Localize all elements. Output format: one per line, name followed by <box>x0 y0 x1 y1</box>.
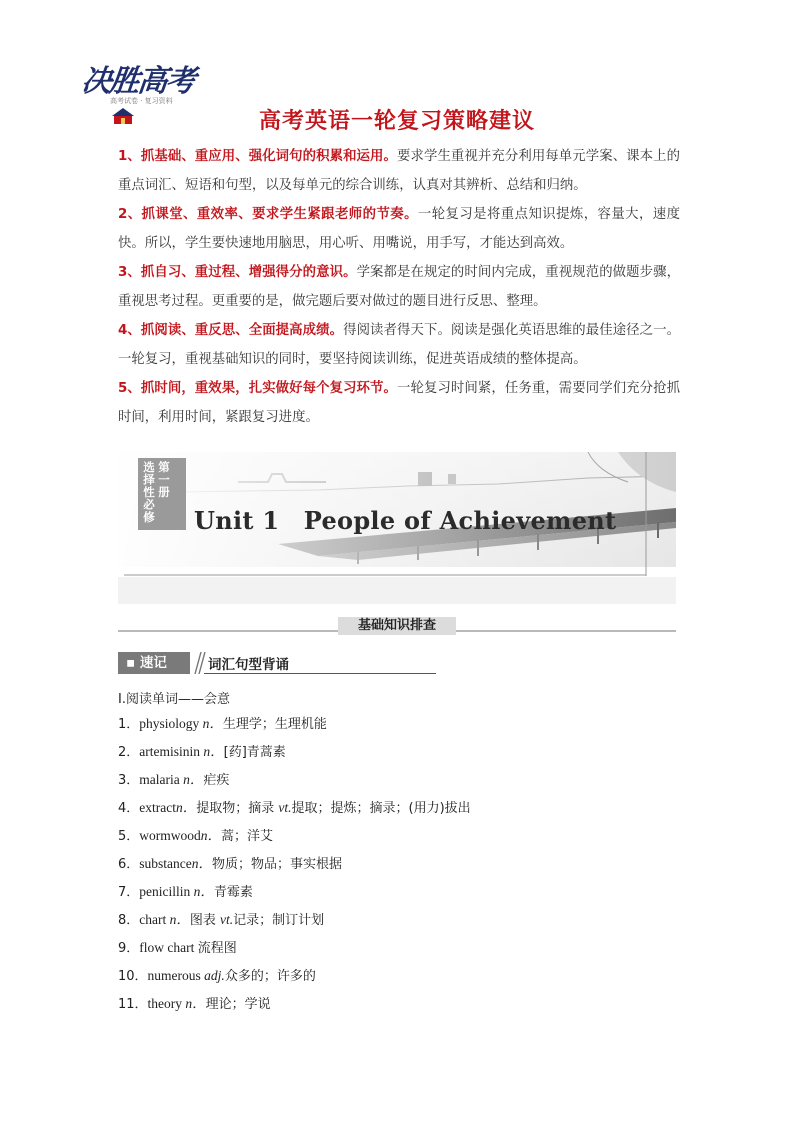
vocab-item <box>118 738 678 766</box>
strategy-highlight: 4、抓阅读、重反思、全面提高成绩。 <box>118 323 344 338</box>
logo-tagline: 高考试卷 · 复习资料 <box>110 97 173 105</box>
vocab-pos: n． <box>179 772 204 787</box>
quick-memo-tag <box>118 652 436 674</box>
vocab-pos: n． <box>191 856 213 871</box>
vocab-meaning: 疟疾 <box>203 773 230 788</box>
vocab-item <box>118 990 678 1018</box>
vocab-item <box>118 794 678 822</box>
vocab-word: physiology <box>139 716 200 731</box>
vocab-word: artemisinin <box>139 744 201 759</box>
vocab-number: 6． <box>118 857 140 872</box>
strategy-highlight: 1、抓基础、重应用、强化词句的积累和运用。 <box>118 149 398 164</box>
vocab-item <box>118 906 678 934</box>
vocab-pos: n． <box>199 716 223 731</box>
vocab-word: flow chart <box>139 940 195 955</box>
strategy-item <box>118 142 680 200</box>
vocab-meaning: 蒿；洋艾 <box>221 829 274 844</box>
vocab-number: 8． <box>118 913 140 928</box>
vocab-item <box>118 962 678 990</box>
vocab-meaning: 青霉素 <box>213 885 253 900</box>
vocab-pos-secondary: vt. <box>278 800 292 815</box>
vocab-meaning: [药]青蒿素 <box>223 745 286 760</box>
vocab-item <box>118 710 678 738</box>
strategy-text: 得阅读者得天下。阅读是强化英语思维的最佳途径之一。一轮复习，重视基础知识的同时，要坚持阅读训练，促进英语成绩的整体提高。 <box>118 323 680 367</box>
vocab-pos: n． <box>200 744 224 759</box>
vocab-pos-secondary: vt. <box>220 912 234 927</box>
vocab-number: 2． <box>118 745 140 760</box>
quick-memo-subtitle: 词汇句型背诵 <box>208 657 289 673</box>
strategy-list <box>118 142 680 432</box>
vocab-meaning: 物质；物品；事实根据 <box>212 857 343 872</box>
strategy-item <box>118 200 680 258</box>
unit-title: Unit 1 People of Achievement <box>194 506 617 535</box>
vocab-section <box>118 690 678 1018</box>
section-heading-label: 基础知识排查 <box>338 617 456 635</box>
vocab-meaning: 众多的；许多的 <box>224 969 316 984</box>
vocab-meaning: 流程图 <box>197 941 237 956</box>
vocab-heading: Ⅰ.阅读单词——会意 <box>118 692 230 707</box>
vocab-pos: n． <box>176 800 197 815</box>
vocab-word: malaria <box>139 772 180 787</box>
vocab-item <box>118 878 678 906</box>
unit-banner <box>118 452 676 604</box>
vocab-word: extract <box>139 800 177 815</box>
slash-divider-icon <box>192 652 206 674</box>
vocab-item <box>118 850 678 878</box>
strategy-text: 一轮复习时间紧，任务重，需要同学们充分抢抓时间，利用时间，紧跟复习进度。 <box>118 381 681 425</box>
vocab-pos: n． <box>190 884 214 899</box>
vocab-meaning: 提取物；摘录 <box>196 801 279 816</box>
vocab-number: 9． <box>118 941 140 956</box>
quick-memo-label: ▪ 速记 <box>118 652 190 674</box>
vocab-number: 11． <box>118 997 148 1012</box>
vocab-item <box>118 934 678 962</box>
vocab-meaning-secondary: 记录；制订计划 <box>233 913 325 928</box>
volume-series-label: 选择性必修 <box>142 461 156 524</box>
vocab-word: substance <box>139 856 192 871</box>
vocab-item <box>118 822 678 850</box>
vocab-word: theory <box>147 996 183 1011</box>
strategy-highlight: 3、抓自习、重过程、增强得分的意识。 <box>118 265 357 280</box>
strategy-text: 学案都是在规定的时间内完成，重视规范的做题步骤，重视思考过程。更重要的是，做完题后要对做过的题目进行反思、整理。 <box>118 265 680 309</box>
vocab-word: chart <box>139 912 167 927</box>
strategy-text: 要求学生重视并充分利用每单元学案、课本上的重点词汇、短语和句型，以及每单元的综合训练，认真对其辨析、总结和归纳。 <box>118 149 681 193</box>
textbook-volume-tag <box>138 458 186 530</box>
vocab-word: numerous <box>147 968 201 983</box>
vocab-item <box>118 766 678 794</box>
section-heading <box>118 617 676 637</box>
strategy-item <box>118 374 680 432</box>
vocab-number: 5． <box>118 829 140 844</box>
vocab-number: 1． <box>118 717 140 732</box>
vocab-pos: n． <box>182 996 206 1011</box>
vocab-number: 3． <box>118 773 140 788</box>
strategy-highlight: 5、抓时间，重效果，扎实做好每个复习环节。 <box>118 381 398 396</box>
vocab-pos: n． <box>166 912 190 927</box>
vocab-meaning: 理论；学说 <box>205 997 271 1012</box>
vocab-meaning: 生理学；生理机能 <box>222 717 327 732</box>
quick-memo-underline <box>204 673 436 674</box>
strategy-item <box>118 258 680 316</box>
vocab-word: wormwood <box>139 828 201 843</box>
vocab-meaning: 图表 <box>189 913 221 928</box>
strategy-highlight: 2、抓课堂、重效率、要求学生紧跟老师的节奏。 <box>118 207 418 222</box>
vocab-pos: adj. <box>200 968 225 983</box>
vocab-number: 4． <box>118 801 140 816</box>
vocab-word: penicillin <box>139 884 191 899</box>
page-title: 高考英语一轮复习策略建议 <box>258 109 535 134</box>
volume-book-label: 第一册 <box>157 461 171 499</box>
vocab-number: 7． <box>118 885 140 900</box>
vocab-number: 10． <box>118 969 148 984</box>
strategy-text: 一轮复习是将重点知识提炼，容量大，速度快。所以，学生要快速地用脑思，用心听、用嘴说，用手写，才能达到高效。 <box>118 207 680 251</box>
vocab-meaning-secondary: 提取；提炼；摘录；(用力)拔出 <box>291 801 471 816</box>
vocab-pos: n． <box>200 828 222 843</box>
strategy-item <box>118 316 680 374</box>
logo-brand: 决胜高考 <box>79 64 196 99</box>
